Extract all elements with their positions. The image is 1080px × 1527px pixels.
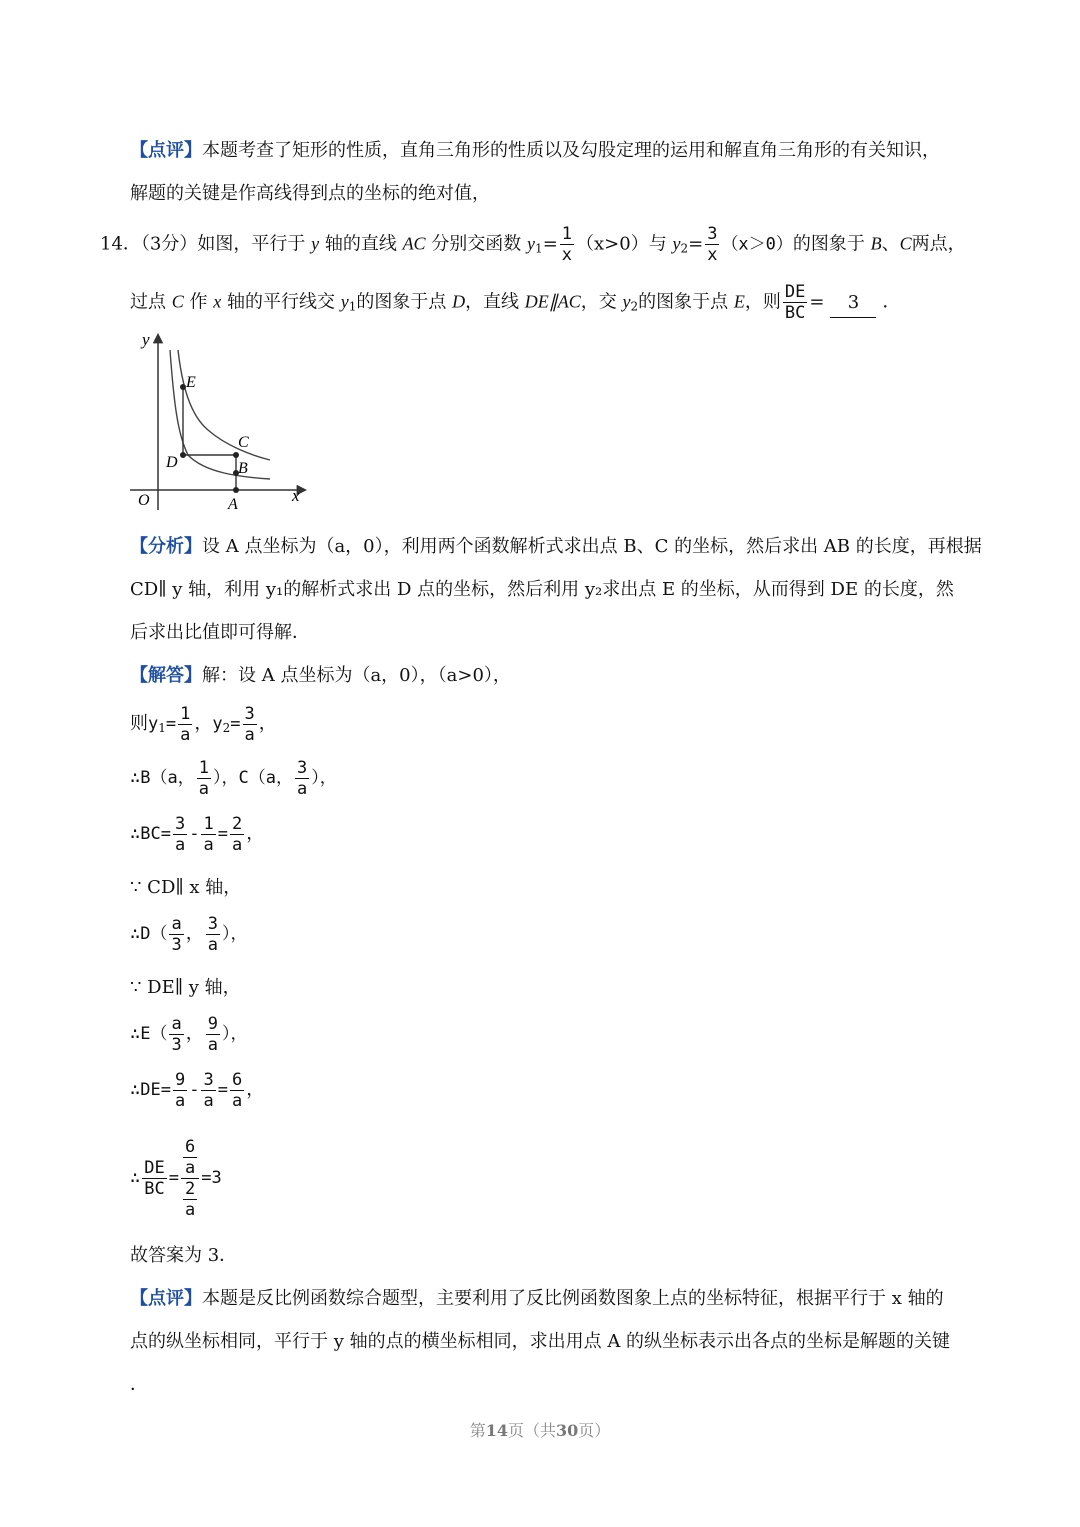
q-text-c: 分别交函数 (431, 233, 522, 255)
s8-prefix: ∴DE= (130, 1080, 171, 1100)
s2-fa-den: a (198, 778, 209, 799)
analysis-line-1 (130, 533, 982, 561)
review-text-2: 点的纵坐标相同，平行于 y 轴的点的横坐标相同，求出用点 A 的纵坐标表示出各点的坐标是解题的关键 (130, 1331, 951, 1352)
q-l2-b: 作 (189, 291, 208, 313)
point-c (233, 452, 239, 458)
s2-frac-a (197, 758, 211, 799)
s5-prefix: ∴D（ (130, 924, 168, 944)
step-8 (130, 1068, 264, 1112)
q-l2-x: x (213, 291, 222, 312)
s7-fb-num: 9 (207, 1013, 218, 1034)
s1-comma: ， (194, 713, 213, 734)
label-y: y (142, 330, 150, 349)
q-var-c: C (899, 233, 912, 254)
s5-fa-den: 3 (171, 934, 182, 955)
q-sub-2: 2 (680, 241, 689, 256)
q-l2-sub2: 2 (630, 299, 639, 314)
q-sub-1: 1 (535, 241, 543, 256)
q-l2-g: 的图象于点 (638, 291, 729, 313)
s7-fa-num: a (171, 1013, 182, 1034)
q-l2-a: 过点 (130, 291, 166, 313)
s9-inner-num-top: 6 (184, 1136, 196, 1157)
q-text-d: 的图象于 (792, 233, 865, 255)
step-2 (130, 756, 337, 800)
s8-frac-b (201, 1070, 215, 1111)
answer-blank: 3 (830, 289, 876, 318)
s3-frac-b (201, 814, 215, 855)
q-var-y1: y (527, 233, 536, 254)
s5-fb-num: 3 (207, 913, 218, 934)
q-frac-1 (560, 224, 574, 265)
s8-eq: = (217, 1080, 228, 1100)
q-l2-sub1: 1 (348, 299, 357, 314)
s9-complex-frac (181, 1137, 199, 1220)
analysis-tag: 【分析】 (130, 536, 202, 557)
s3-fc-num: 2 (231, 813, 243, 834)
s5-fa-num: a (171, 913, 182, 934)
prev-review-line-1 (130, 137, 940, 165)
review-text-3: ． (130, 1374, 148, 1395)
s3-prefix: ∴BC= (130, 824, 171, 844)
s8-comma: ， (246, 1079, 265, 1100)
s8-fc-den: a (231, 1090, 243, 1111)
q-var-b: B (870, 233, 882, 254)
prev-review-tag: 【点评】 (130, 140, 202, 161)
s9-left-den: BC (144, 1178, 165, 1199)
q-ratio-eq: = (809, 291, 825, 313)
question-line-1 (100, 224, 966, 265)
analysis-text-1: 设 A 点坐标为（a，0），利用两个函数解析式求出点 B、C 的坐标，然后求出 AB 的长度，再根据 (202, 536, 982, 557)
q-text-e: 两点， (911, 233, 966, 255)
q-eq-1: = (542, 233, 558, 255)
s3-comma: ， (246, 823, 265, 844)
q-cond-2: （x＞0） (721, 234, 793, 255)
s2-fb-den: a (296, 778, 308, 799)
prev-review-text-1: 本题考查了矩形的性质，直角三角形的性质以及勾股定理的运用和解直角三角形的有关知识， (202, 140, 940, 161)
s2-fb-num: 3 (296, 757, 308, 778)
s9-inner-den-top: 2 (184, 1178, 196, 1199)
footer-page: 14 (485, 1421, 508, 1440)
s3-eq: = (217, 824, 228, 844)
footer-mid: 页（共 (507, 1421, 556, 1440)
s2-close2: ）， (311, 768, 337, 788)
q-ratio-frac (783, 282, 807, 323)
graph-figure (120, 325, 320, 520)
s2-prefix: ∴B（a， (130, 768, 195, 788)
s7-prefix: ∴E（ (130, 1024, 168, 1044)
solution-tag: 【解答】 (130, 665, 202, 686)
label-b: B (238, 460, 248, 477)
question-number: 14． (100, 233, 141, 255)
s5-frac-b (206, 914, 220, 955)
footer-total: 30 (556, 1421, 579, 1440)
s8-fb-den: a (203, 1090, 214, 1111)
review-line-3 (130, 1371, 148, 1399)
s3-frac-c (230, 814, 244, 855)
s4-text: ∵ CD∥ x 轴， (130, 877, 242, 898)
page-footer (0, 1418, 1080, 1441)
s7-frac-a (169, 1014, 183, 1055)
review-line-1 (130, 1285, 944, 1313)
s6-text: ∵ DE∥ y 轴， (130, 977, 241, 998)
step-5 (130, 912, 247, 956)
s7-fa-den: 3 (171, 1034, 182, 1055)
s1-prefix: 则 (130, 713, 148, 734)
s3-fb-num: 1 (203, 813, 214, 834)
q-l2-de-ac: DE∥AC (524, 291, 581, 312)
review-text-1: 本题是反比例函数综合题型，主要利用了反比例函数图象上点的坐标特征，根据平行于 x 轴的 (202, 1288, 944, 1309)
analysis-text-2: CD∥ y 轴，利用 y₁的解析式求出 D 点的坐标，然后利用 y₂求出点 E 的坐标，从而得到 DE 的长度，然 (130, 579, 954, 600)
s3-frac-a (173, 814, 187, 855)
s9-left-num: DE (144, 1157, 165, 1178)
conclusion (130, 1242, 237, 1270)
s1-fa-den: a (180, 724, 191, 745)
q-period: ． (882, 291, 901, 313)
s9-eq: = (168, 1168, 179, 1188)
question-line-2 (130, 282, 900, 323)
q-frac-2-num: 3 (707, 224, 718, 244)
step-7 (130, 1012, 247, 1056)
s8-fc-num: 6 (231, 1069, 243, 1090)
s7-fb-den: a (207, 1034, 218, 1055)
q-sep: 、 (881, 233, 900, 255)
s1-y: y (148, 714, 159, 734)
analysis-line-2 (130, 576, 954, 604)
step-1 (130, 702, 277, 750)
s1-frac-a (178, 704, 192, 745)
q-l2-y1: y (340, 291, 349, 312)
conclusion-text: 故答案为 3． (130, 1245, 238, 1266)
s2-fa-num: 1 (198, 757, 209, 778)
footer-post: 页） (578, 1421, 611, 1440)
q-l2-h: ，则 (744, 291, 781, 313)
s3-fc-den: a (231, 834, 243, 855)
label-c: C (238, 434, 249, 451)
step-9 (130, 1126, 222, 1230)
s5-fb-den: a (207, 934, 218, 955)
q-text-b: 轴的直线 (324, 233, 397, 255)
curve-y1 (170, 350, 270, 479)
q-l2-cc: 轴的平行线交 (226, 291, 335, 313)
q-eq-2: = (688, 233, 704, 255)
solution-intro (130, 662, 511, 690)
s7-close: ）， (221, 1024, 248, 1044)
s1-eq2: = (230, 714, 241, 734)
q-text-a: 如图，平行于 (197, 233, 306, 255)
q-ratio-den: BC (784, 303, 806, 323)
q-frac-2 (705, 224, 719, 265)
s1-fa-num: 1 (180, 703, 191, 724)
s2-close: ）， (212, 768, 239, 788)
s1-eq: = (165, 714, 177, 734)
s8-frac-c (230, 1070, 244, 1111)
s1-frac-b (243, 704, 257, 745)
s3-fa-num: 3 (174, 813, 186, 834)
step-6 (130, 974, 241, 1002)
label-x: x (292, 486, 300, 505)
q-l2-e: ，直线 (465, 291, 520, 313)
q-l2-var-e: E (733, 291, 745, 312)
s9-inner-den-bottom: a (184, 1199, 196, 1220)
s2-c-label: C（a， (238, 768, 293, 788)
label-a: A (228, 496, 238, 513)
q-var-y2: y (672, 233, 681, 254)
s3-fb-den: a (203, 834, 214, 855)
s1-sub1: 1 (158, 721, 166, 735)
s1-sub2: 2 (222, 721, 231, 735)
q-ratio-num: DE (784, 282, 806, 302)
s9-prefix: ∴ (130, 1168, 141, 1188)
s8-fa-den: a (174, 1090, 186, 1111)
review-tag: 【点评】 (130, 1288, 202, 1309)
s2-frac-b (295, 758, 309, 799)
question-score: （3分） (140, 233, 198, 255)
s9-complex-num (181, 1137, 199, 1179)
review-line-2 (130, 1328, 950, 1356)
q-l2-c: C (171, 291, 184, 312)
solution-intro-text: 解：设 A 点坐标为（a，0），（a>0）， (202, 665, 511, 686)
s1-y2: y (212, 714, 223, 734)
q-l2-d: 的图象于点 (356, 291, 447, 313)
q-l2-y2: y (622, 291, 631, 312)
s9-inner-num-bottom: a (184, 1157, 196, 1178)
point-d (180, 452, 186, 458)
label-o: O (138, 492, 150, 509)
s3-minus: - (189, 824, 200, 844)
s8-frac-a (173, 1070, 187, 1111)
prev-review-line-2 (130, 180, 490, 208)
s5-comma: ， (185, 923, 204, 944)
q-l2-f: ，交 (580, 291, 617, 313)
curve-y2 (178, 350, 270, 460)
label-e: E (186, 374, 196, 391)
label-d: D (166, 454, 178, 471)
q-frac-1-num: 1 (561, 224, 573, 244)
prev-review-text-2: 解题的关键是作高线得到点的坐标的绝对值， (130, 183, 490, 204)
s8-minus: - (189, 1080, 200, 1100)
analysis-text-3: 后求出比值即可得解． (130, 622, 310, 643)
s9-complex-den (181, 1179, 199, 1220)
point-a (233, 487, 239, 493)
q-frac-2-den: x (707, 245, 718, 265)
footer-pre: 第 (469, 1421, 486, 1440)
analysis-line-3 (130, 619, 310, 647)
s5-close: ）， (221, 924, 248, 944)
s9-result: =3 (201, 1168, 222, 1188)
s3-fa-den: a (174, 834, 186, 855)
s1-fb-num: 3 (244, 703, 255, 724)
s5-frac-a (169, 914, 183, 955)
step-3 (130, 812, 264, 856)
s9-frac-left (142, 1158, 166, 1199)
step-4 (130, 874, 241, 902)
s1-comma2: ， (258, 713, 277, 734)
s8-fa-num: 9 (174, 1069, 186, 1090)
s1-fb-den: a (244, 724, 255, 745)
s7-frac-b (206, 1014, 220, 1055)
q-var-y: y (311, 233, 320, 254)
s7-comma: ， (185, 1023, 204, 1044)
q-frac-1-den: x (561, 245, 573, 265)
s8-fb-num: 3 (203, 1069, 214, 1090)
q-l2-var-d: D (452, 291, 466, 312)
q-cond-1: （x>0）与 (576, 233, 667, 255)
q-var-ac: AC (402, 233, 426, 254)
